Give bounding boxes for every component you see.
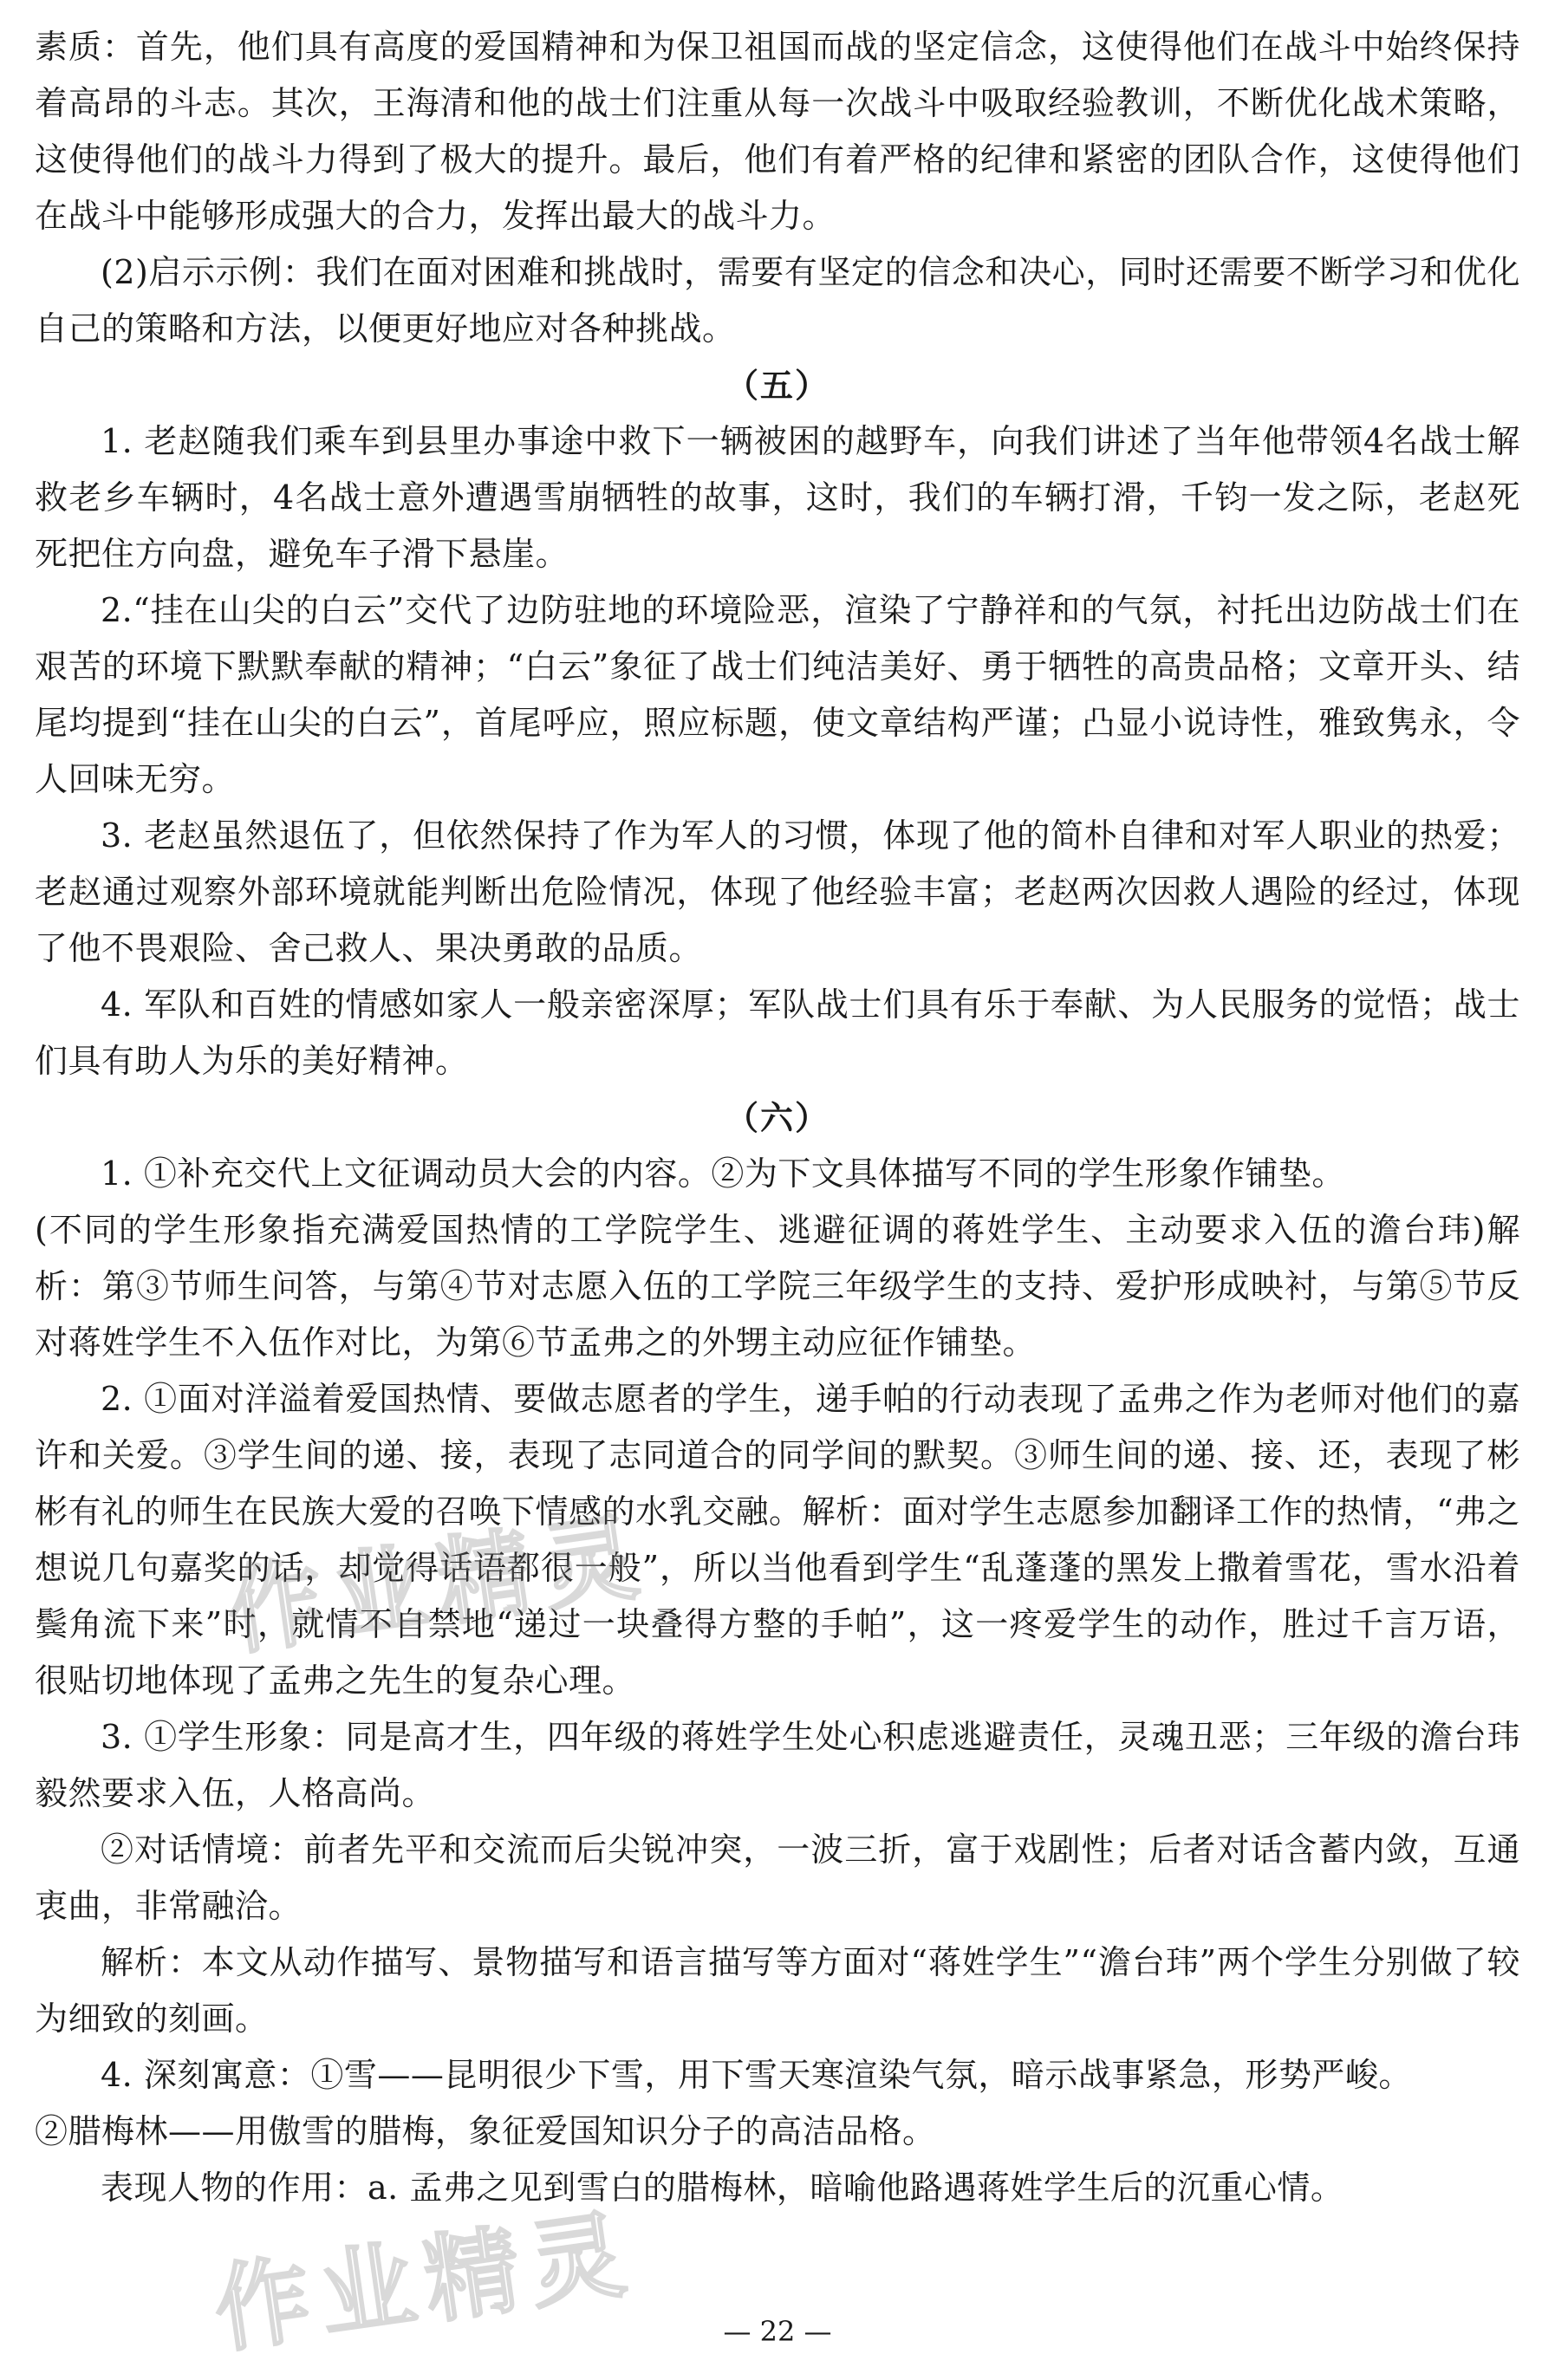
paragraph-6-2: 2. ①面对洋溢着爱国热情、要做志愿者的学生，递手帕的行动表现了孟弗之作为老师对他们的嘉许和关爱。③学生间的递、接，表现了志同道合的同学间的默契。③师生间的递、接、还，表现了彬彬有礼的师生在民族大爱的召唤下情感的水乳交融。解析：面对学生志愿参加翻译工作的热情，“弗之想说几句嘉奖的话，却觉得话语都很一般”，所以当他看到学生“乱蓬蓬的黑发上撒着雪花，雪水沿着鬓角流下来”时，就情不自禁地“递过一块叠得方整的手帕”，这一疼爱学生的动作，胜过千言万语，很贴切地体现了孟弗之先生的复杂心理。 <box>35 1380 1520 1700</box>
paragraph-6-4-cont: ②腊梅林——用傲雪的腊梅，象征爱国知识分子的高洁品格。 <box>35 2112 936 2150</box>
paragraph-5-4: 4. 军队和百姓的情感如家人一般亲密深厚；军队战士们具有乐于奉献、为人民服务的觉悟；战士们具有助人为乐的美好精神。 <box>35 985 1520 1080</box>
section-heading-6: （六） <box>725 1098 830 1137</box>
paragraph-6-4: 4. 深刻寓意：①雪——昆明很少下雪，用下雪天寒渲染气氛，暗示战事紧急，形势严峻。 <box>101 2056 1412 2094</box>
paragraph-6-3: 3. ①学生形象：同是高才生，四年级的蒋姓学生处心积虑逃避责任，灵魂丑恶；三年级的澹台玮毅然要求入伍，人格高尚。 <box>35 1718 1520 1812</box>
paragraph-6-3-analysis: 解析：本文从动作描写、景物描写和语言描写等方面对“蒋姓学生”“澹台玮”两个学生分别做了较为细致的刻画。 <box>35 1943 1520 2038</box>
section-heading-5: （五） <box>725 366 830 405</box>
paragraph-6-1: 1. ①补充交代上文征调动员大会的内容。②为下文具体描写不同的学生形象作铺垫。 <box>101 1154 1345 1193</box>
paragraph-5-2: 2.“挂在山尖的白云”交代了边防驻地的环境险恶，渲染了宁静祥和的气氛，衬托出边防战士们在艰苦的环境下默默奉献的精神；“白云”象征了战士们纯洁美好、勇于牺牲的高贵品格；文章开头、结尾均提到“挂在山尖的白云”，首尾呼应，照应标题，使文章结构严谨；凸显小说诗性，雅致隽永，令人回味无穷。 <box>35 591 1520 798</box>
paragraph-2: (2)启示示例：我们在面对困难和挑战时，需要有坚定的信念和决心，同时还需要不断学习和优化自己的策略和方法，以便更好地应对各种挑战。 <box>35 253 1520 348</box>
paragraph-6-4-effect: 表现人物的作用：a. 孟弗之见到雪白的腊梅林，暗喻他路遇蒋姓学生后的沉重心情。 <box>101 2169 1344 2207</box>
page-number: — 22 — <box>723 2315 832 2348</box>
watermark-logo-bottom: 作业精灵 <box>207 2197 642 2367</box>
paragraph-6-1-cont: (不同的学生形象指充满爱国热情的工学院学生、逃避征调的蒋姓学生、主动要求入伍的澹台玮)解析：第③节师生问答，与第④节对志愿入伍的工学院三年级学生的支持、爱护形成映衬，与第⑤节反对蒋姓学生不入伍作对比，为第⑥节孟弗之的外甥主动应征作铺垫。 <box>35 1211 1520 1362</box>
document-page <box>35 19 1520 2216</box>
paragraph-5-1: 1. 老赵随我们乘车到县里办事途中救下一辆被困的越野车，向我们讲述了当年他带领4名战士解救老乡车辆时，4名战士意外遭遇雪崩牺牲的故事，这时，我们的车辆打滑，千钧一发之际，老赵死死把住方向盘，避免车子滑下悬崖。 <box>35 422 1520 573</box>
watermark-logo: 作业精灵 <box>220 1499 655 1669</box>
paragraph-1: 素质：首先，他们具有高度的爱国精神和为保卫祖国而战的坚定信念，这使得他们在战斗中始终保持着高昂的斗志。其次，王海清和他的战士们注重从每一次战斗中吸取经验教训，不断优化战术策略，这使得他们的战斗力得到了极大的提升。最后，他们有着严格的纪律和紧密的团队合作，这使得他们在战斗中能够形成强大的合力，发挥出最大的战斗力。 <box>35 28 1520 235</box>
paragraph-6-3-dialogue: ②对话情境：前者先平和交流而后尖锐冲突，一波三折，富于戏剧性；后者对话含蓄内敛，互通衷曲，非常融洽。 <box>35 1831 1520 1925</box>
paragraph-5-3: 3. 老赵虽然退伍了，但依然保持了作为军人的习惯，体现了他的简朴自律和对军人职业的热爱；老赵通过观察外部环境就能判断出危险情况，体现了他经验丰富；老赵两次因救人遇险的经过，体现了他不畏艰险、舍己救人、果决勇敢的品质。 <box>35 816 1520 967</box>
